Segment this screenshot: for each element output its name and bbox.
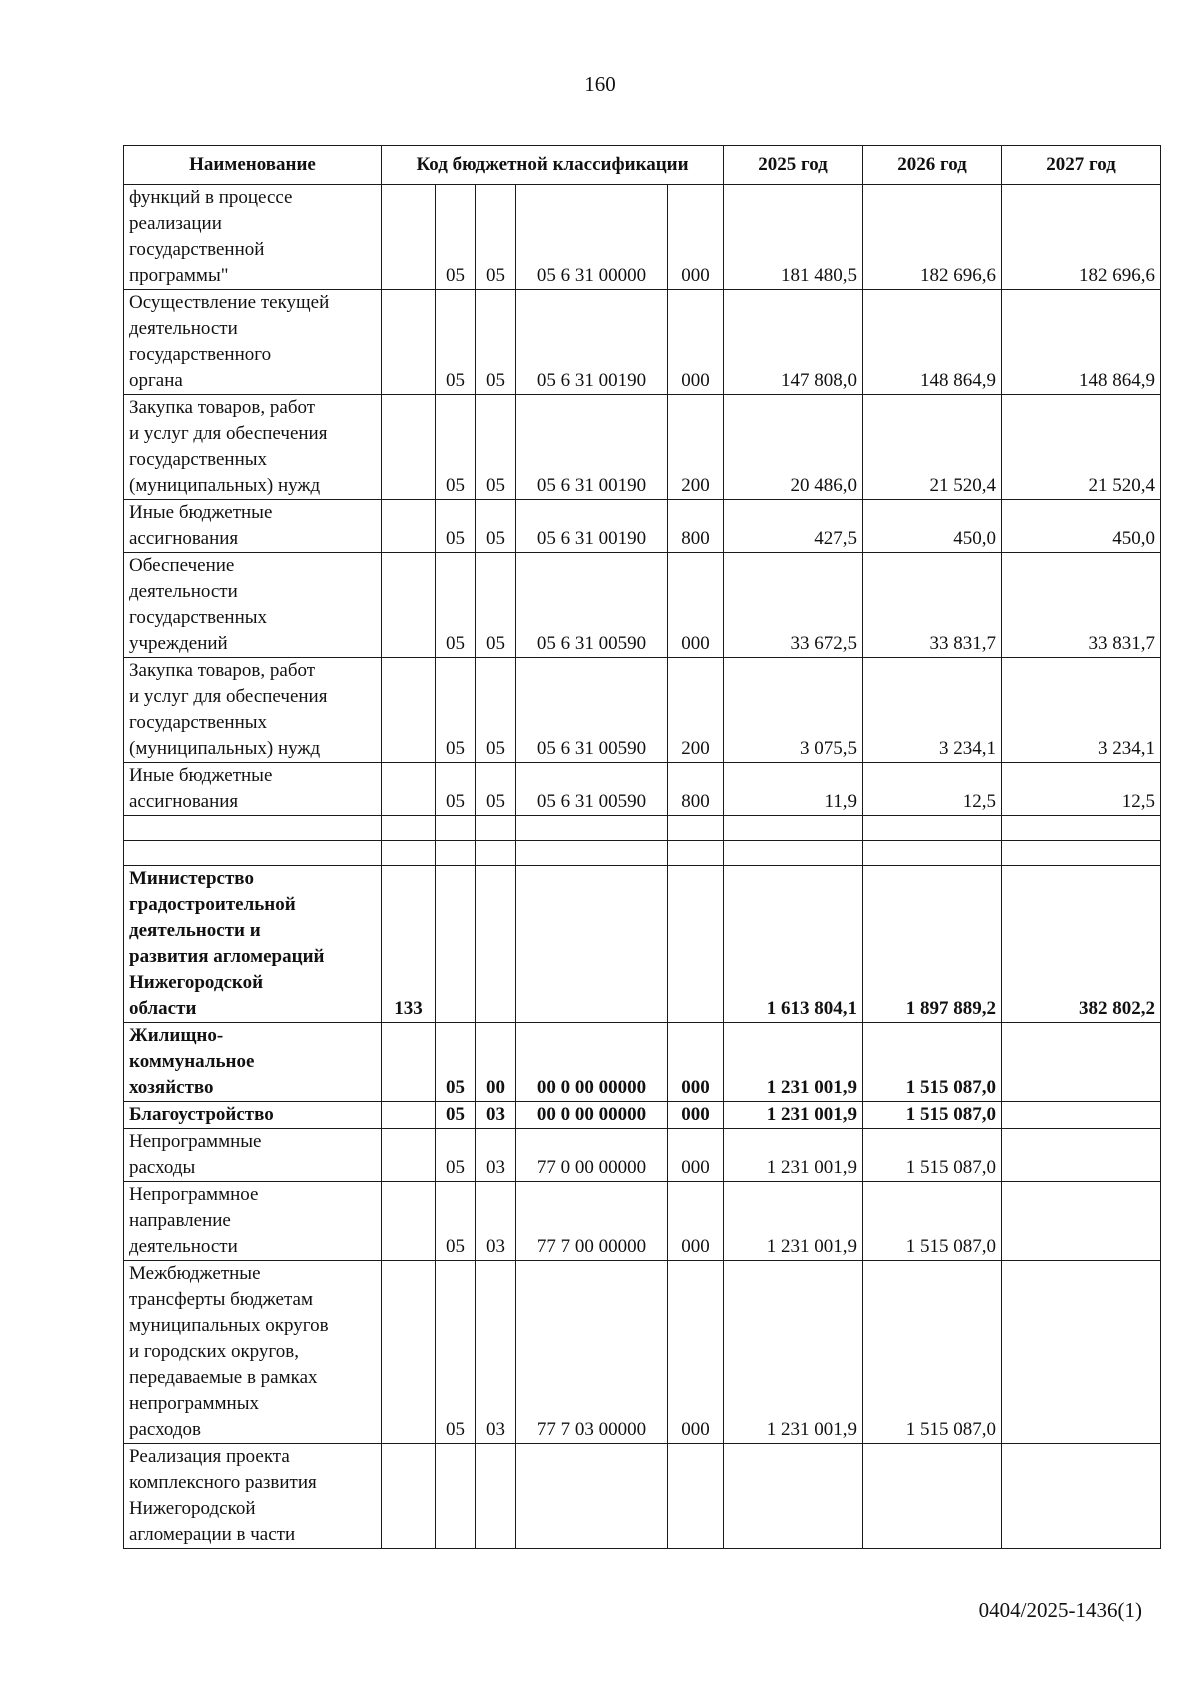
- empty-cell: [863, 841, 1002, 866]
- subsection-code: 03: [476, 1182, 516, 1261]
- row-name-line: государственной: [129, 239, 265, 260]
- value-2027: 382 802,2: [1002, 866, 1161, 1023]
- header-2026: 2026 год: [863, 146, 1002, 185]
- value-2025: 1 231 001,9: [724, 1182, 863, 1261]
- target-article-code: 05 6 31 00190: [516, 290, 668, 395]
- admin-code: [382, 1444, 436, 1549]
- value-2025: 1 231 001,9: [724, 1023, 863, 1102]
- empty-cell: [436, 816, 476, 841]
- value-2026: 1 515 087,0: [863, 1261, 1002, 1444]
- section-code: 05: [436, 185, 476, 290]
- row-name-line: трансферты бюджетам: [129, 1289, 313, 1310]
- row-name-line: передаваемые в рамках: [129, 1367, 318, 1388]
- section-code: 05: [436, 1102, 476, 1129]
- header-2027: 2027 год: [1002, 146, 1161, 185]
- expense-type-code: [668, 866, 724, 1023]
- value-2025: 3 075,5: [724, 658, 863, 763]
- row-name-line: Закупка товаров, работ: [129, 660, 316, 681]
- row-name-line: градостроительной: [129, 894, 296, 915]
- value-2025: 1 231 001,9: [724, 1129, 863, 1182]
- section-code: [436, 1444, 476, 1549]
- target-article-code: 05 6 31 00000: [516, 185, 668, 290]
- row-name-line: развития агломераций: [129, 946, 325, 967]
- empty-cell: [863, 816, 1002, 841]
- value-2027: [1002, 1102, 1161, 1129]
- row-name-line: и услуг для обеспечения: [129, 686, 328, 707]
- subsection-code: [476, 866, 516, 1023]
- row-name: [124, 1023, 382, 1102]
- expense-type-code: 000: [668, 553, 724, 658]
- expense-type-code: 800: [668, 763, 724, 816]
- row-name-line: и услуг для обеспечения: [129, 423, 328, 444]
- row-name-line: органа: [129, 370, 183, 391]
- row-name-line: Благоустройство: [129, 1104, 274, 1125]
- row-name-line: Министерство: [129, 868, 254, 889]
- subsection-code: 05: [476, 395, 516, 500]
- value-2025: 20 486,0: [724, 395, 863, 500]
- row-name: [124, 1102, 382, 1129]
- empty-cell: [436, 841, 476, 866]
- target-article-code: 00 0 00 00000: [516, 1102, 668, 1129]
- expense-type-code: 000: [668, 185, 724, 290]
- value-2027: [1002, 1444, 1161, 1549]
- row-name-line: непрограммных: [129, 1393, 259, 1414]
- value-2027: [1002, 1023, 1161, 1102]
- table-row: [124, 290, 1161, 395]
- admin-code: [382, 553, 436, 658]
- section-code: 05: [436, 1261, 476, 1444]
- header-name: Наименование: [124, 146, 382, 185]
- subsection-code: 05: [476, 290, 516, 395]
- value-2025: 1 231 001,9: [724, 1102, 863, 1129]
- empty-cell: [1002, 816, 1161, 841]
- value-2027: 33 831,7: [1002, 553, 1161, 658]
- document-code: 0404/2025-1436(1): [978, 1598, 1142, 1622]
- value-2025: [724, 1444, 863, 1549]
- table-row: [124, 866, 1161, 1023]
- value-2026: 1 515 087,0: [863, 1102, 1002, 1129]
- expense-type-code: [668, 1444, 724, 1549]
- value-2027: [1002, 1182, 1161, 1261]
- row-name-line: агломерации в части: [129, 1524, 296, 1545]
- value-2027: 450,0: [1002, 500, 1161, 553]
- empty-cell: [724, 841, 863, 866]
- expense-type-code: 000: [668, 1129, 724, 1182]
- empty-cell: [516, 816, 668, 841]
- budget-table: [123, 145, 1161, 1549]
- admin-code: [382, 500, 436, 553]
- row-name-line: области: [129, 998, 197, 1019]
- value-2027: 3 234,1: [1002, 658, 1161, 763]
- row-name-line: Обеспечение: [129, 555, 235, 576]
- value-2027: [1002, 1261, 1161, 1444]
- subsection-code: 05: [476, 185, 516, 290]
- row-name-line: государственного: [129, 344, 272, 365]
- empty-cell: [382, 841, 436, 866]
- table-row: [124, 1129, 1161, 1182]
- row-name-line: деятельности: [129, 1236, 238, 1257]
- row-name-line: деятельности и: [129, 920, 261, 941]
- target-article-code: 05 6 31 00190: [516, 500, 668, 553]
- row-name: [124, 395, 382, 500]
- value-2025: 33 672,5: [724, 553, 863, 658]
- section-code: 05: [436, 658, 476, 763]
- row-name-line: программы": [129, 265, 229, 286]
- row-name-line: функций в процессе: [129, 187, 293, 208]
- empty-cell: [668, 841, 724, 866]
- table-row: [124, 1023, 1161, 1102]
- table-row: [124, 395, 1161, 500]
- value-2027: 21 520,4: [1002, 395, 1161, 500]
- table-row: [124, 185, 1161, 290]
- row-name: [124, 500, 382, 553]
- value-2026: 1 515 087,0: [863, 1023, 1002, 1102]
- subsection-code: 05: [476, 500, 516, 553]
- target-article-code: 00 0 00 00000: [516, 1023, 668, 1102]
- table-row: [124, 1444, 1161, 1549]
- target-article-code: 05 6 31 00590: [516, 658, 668, 763]
- row-name-line: Закупка товаров, работ: [129, 397, 316, 418]
- row-name-line: коммунальное: [129, 1051, 255, 1072]
- section-code: 05: [436, 500, 476, 553]
- empty-cell: [1002, 841, 1161, 866]
- header-2025: 2025 год: [724, 146, 863, 185]
- row-name-line: государственных: [129, 607, 268, 628]
- row-name-line: направление: [129, 1210, 231, 1231]
- empty-cell: [476, 841, 516, 866]
- admin-code: [382, 395, 436, 500]
- table-row: [124, 1102, 1161, 1129]
- row-name-line: Межбюджетные: [129, 1263, 261, 1284]
- value-2026: 182 696,6: [863, 185, 1002, 290]
- admin-code: [382, 658, 436, 763]
- spacer-row: [124, 816, 1161, 841]
- row-name-line: Нижегородской: [129, 972, 264, 993]
- row-name-line: учреждений: [129, 633, 228, 654]
- value-2026: 1 897 889,2: [863, 866, 1002, 1023]
- table-header-row: [124, 146, 1161, 185]
- row-name-line: расходов: [129, 1419, 201, 1440]
- value-2026: 148 864,9: [863, 290, 1002, 395]
- table-row: [124, 1261, 1161, 1444]
- page-number: 160: [584, 72, 616, 96]
- value-2027: 148 864,9: [1002, 290, 1161, 395]
- section-code: 05: [436, 1023, 476, 1102]
- admin-code: [382, 1261, 436, 1444]
- row-name-line: ассигнования: [129, 528, 239, 549]
- expense-type-code: 000: [668, 1182, 724, 1261]
- row-name-line: Реализация проекта: [129, 1446, 290, 1467]
- admin-code: [382, 1023, 436, 1102]
- target-article-code: 77 0 00 00000: [516, 1129, 668, 1182]
- row-name-line: государственных: [129, 712, 268, 733]
- target-article-code: 77 7 00 00000: [516, 1182, 668, 1261]
- row-name-line: реализации: [129, 213, 222, 234]
- empty-cell: [124, 816, 382, 841]
- value-2025: 1 231 001,9: [724, 1261, 863, 1444]
- value-2026: 33 831,7: [863, 553, 1002, 658]
- value-2027: 182 696,6: [1002, 185, 1161, 290]
- row-name-line: расходы: [129, 1157, 196, 1178]
- row-name: [124, 553, 382, 658]
- row-name-line: Нижегородской: [129, 1498, 256, 1519]
- value-2026: [863, 1444, 1002, 1549]
- value-2025: 181 480,5: [724, 185, 863, 290]
- row-name-line: хозяйство: [129, 1077, 214, 1098]
- admin-code: [382, 290, 436, 395]
- target-article-code: 05 6 31 00190: [516, 395, 668, 500]
- table-row: [124, 500, 1161, 553]
- expense-type-code: 000: [668, 1023, 724, 1102]
- admin-code: [382, 1102, 436, 1129]
- empty-cell: [516, 841, 668, 866]
- value-2025: 427,5: [724, 500, 863, 553]
- value-2025: 1 613 804,1: [724, 866, 863, 1023]
- expense-type-code: 000: [668, 1102, 724, 1129]
- row-name: [124, 866, 382, 1023]
- subsection-code: 00: [476, 1023, 516, 1102]
- row-name: [124, 1182, 382, 1261]
- row-name-line: государственных: [129, 449, 268, 470]
- row-name: [124, 185, 382, 290]
- row-name-line: Осуществление текущей: [129, 292, 330, 313]
- admin-code: [382, 763, 436, 816]
- section-code: 05: [436, 553, 476, 658]
- subsection-code: 05: [476, 658, 516, 763]
- section-code: 05: [436, 1182, 476, 1261]
- row-name-line: муниципальных округов: [129, 1315, 329, 1336]
- row-name-line: Иные бюджетные: [129, 765, 273, 786]
- row-name-line: деятельности: [129, 318, 238, 339]
- row-name-line: Непрограммное: [129, 1184, 259, 1205]
- empty-cell: [668, 816, 724, 841]
- row-name-line: Непрограммные: [129, 1131, 262, 1152]
- target-article-code: 05 6 31 00590: [516, 553, 668, 658]
- row-name-line: и городских округов,: [129, 1341, 299, 1362]
- value-2027: 12,5: [1002, 763, 1161, 816]
- expense-type-code: 200: [668, 395, 724, 500]
- expense-type-code: 800: [668, 500, 724, 553]
- expense-type-code: 000: [668, 290, 724, 395]
- value-2026: 12,5: [863, 763, 1002, 816]
- header-code: Код бюджетной классификации: [382, 146, 724, 185]
- table-row: [124, 763, 1161, 816]
- value-2026: 450,0: [863, 500, 1002, 553]
- subsection-code: 03: [476, 1129, 516, 1182]
- row-name: [124, 763, 382, 816]
- subsection-code: 03: [476, 1102, 516, 1129]
- row-name: [124, 1444, 382, 1549]
- target-article-code: 77 7 03 00000: [516, 1261, 668, 1444]
- table-body: [124, 185, 1161, 1549]
- subsection-code: 05: [476, 763, 516, 816]
- table-row: [124, 1182, 1161, 1261]
- target-article-code: 05 6 31 00590: [516, 763, 668, 816]
- empty-cell: [382, 816, 436, 841]
- expense-type-code: 200: [668, 658, 724, 763]
- section-code: 05: [436, 1129, 476, 1182]
- admin-code: 133: [382, 866, 436, 1023]
- subsection-code: 05: [476, 553, 516, 658]
- table-row: [124, 553, 1161, 658]
- subsection-code: 03: [476, 1261, 516, 1444]
- value-2026: 21 520,4: [863, 395, 1002, 500]
- value-2026: 3 234,1: [863, 658, 1002, 763]
- admin-code: [382, 185, 436, 290]
- section-code: 05: [436, 395, 476, 500]
- empty-cell: [124, 841, 382, 866]
- section-code: 05: [436, 290, 476, 395]
- admin-code: [382, 1182, 436, 1261]
- expense-type-code: 000: [668, 1261, 724, 1444]
- value-2027: [1002, 1129, 1161, 1182]
- row-name-line: Иные бюджетные: [129, 502, 273, 523]
- value-2025: 147 808,0: [724, 290, 863, 395]
- target-article-code: [516, 1444, 668, 1549]
- value-2026: 1 515 087,0: [863, 1129, 1002, 1182]
- row-name-line: Жилищно-: [129, 1025, 224, 1046]
- value-2025: 11,9: [724, 763, 863, 816]
- empty-cell: [476, 816, 516, 841]
- value-2026: 1 515 087,0: [863, 1182, 1002, 1261]
- section-code: [436, 866, 476, 1023]
- row-name: [124, 1129, 382, 1182]
- table-row: [124, 658, 1161, 763]
- spacer-row: [124, 841, 1161, 866]
- row-name-line: ассигнования: [129, 791, 239, 812]
- row-name-line: деятельности: [129, 581, 238, 602]
- row-name-line: (муниципальных) нужд: [129, 738, 321, 759]
- target-article-code: [516, 866, 668, 1023]
- row-name-line: (муниципальных) нужд: [129, 475, 321, 496]
- section-code: 05: [436, 763, 476, 816]
- subsection-code: [476, 1444, 516, 1549]
- empty-cell: [724, 816, 863, 841]
- row-name: [124, 1261, 382, 1444]
- row-name: [124, 290, 382, 395]
- row-name-line: комплексного развития: [129, 1472, 317, 1493]
- admin-code: [382, 1129, 436, 1182]
- row-name: [124, 658, 382, 763]
